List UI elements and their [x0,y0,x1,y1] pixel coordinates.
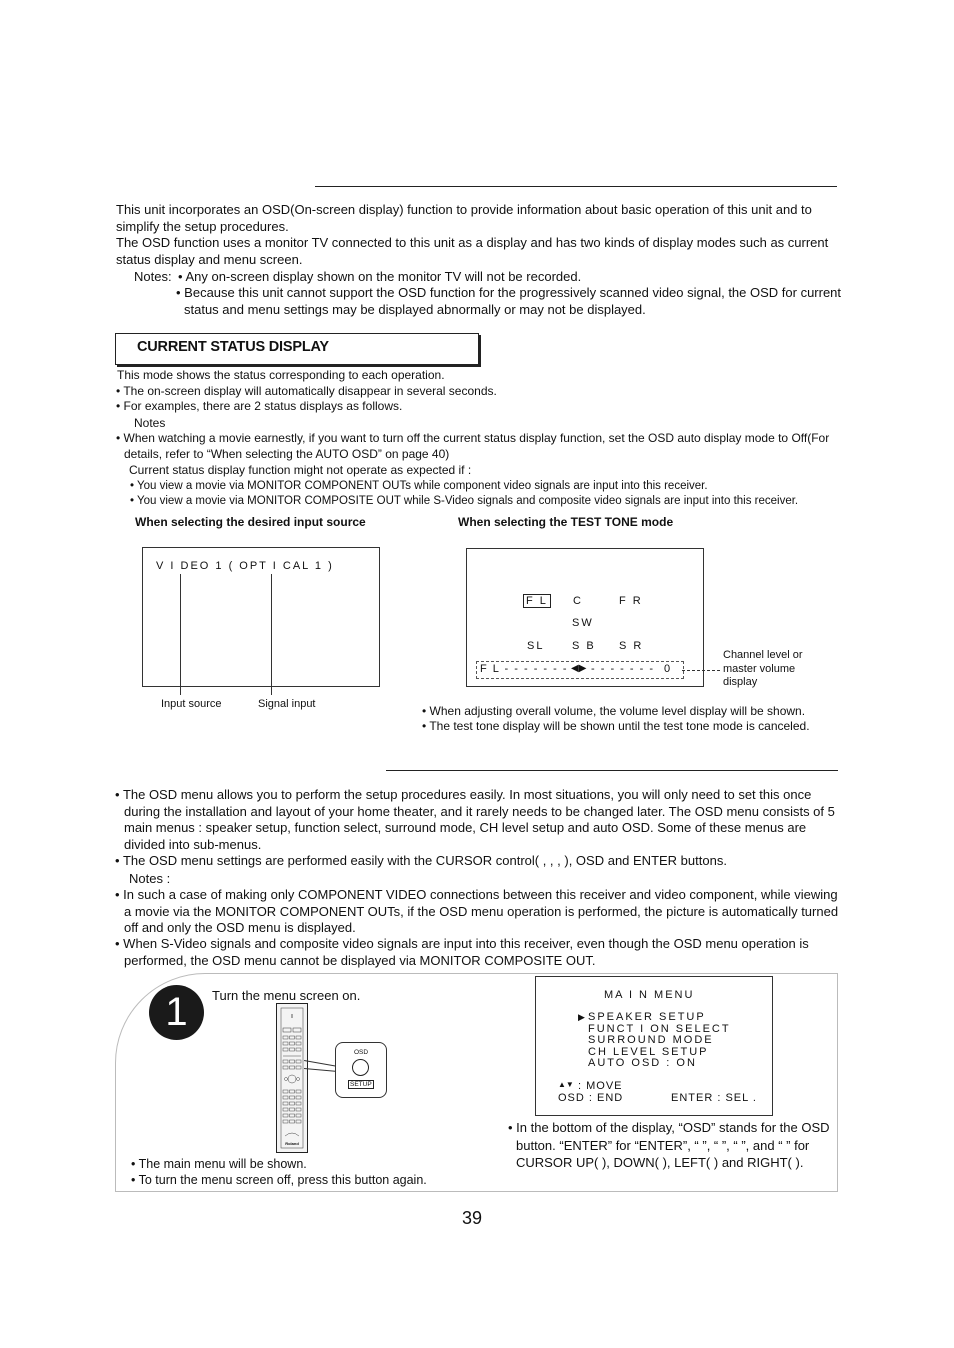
menu-move-hint: : MOVE [578,1080,623,1092]
intro-paragraph-2: The OSD function uses a monitor TV connected to this unit as a display and has two kinds of display modes such as current status display and menu screen. [116,235,829,267]
level-arrows-icon: ◀▶ [571,663,587,674]
signal-input-leader [271,574,272,695]
label-input-source: Input source [161,698,222,710]
osd-bullet-2: • The OSD menu settings are performed easily with the CURSOR control( , , , ), OSD and ENTER buttons. [115,853,727,868]
main-menu-screen [535,976,773,1116]
level-bar-right: - - - - - - - [591,663,655,675]
tone-sb: S B [572,640,596,652]
current-status-note-item-2: • You view a movie via MONITOR COMPOSITE OUT while S-Video signals and composite video signals are input into this receiver. [130,495,799,507]
step-number: 1 [165,990,188,1034]
osd-button[interactable] [352,1059,369,1076]
current-status-line-1: This mode shows the status corresponding to each operation. [117,368,445,382]
test-tone-screen [466,548,704,687]
tone-fr: F R [619,595,643,607]
current-status-note-sub: Current status display function might not operate as expected if : [129,463,472,477]
input-source-screen-text: V I DEO 1 ( OPT I CAL 1 ) [156,560,334,572]
intro-paragraph-1: This unit incorporates an OSD(On-screen display) function to provide information about basic operation of this unit and to simplify the setup procedures. [116,202,812,234]
current-status-line-3: • For examples, there are 2 status displays as follows. [116,399,403,413]
tone-fl: F L [523,594,551,608]
current-status-heading: CURRENT STATUS DISPLAY [137,339,329,355]
menu-end-hint: OSD : END [558,1092,624,1104]
current-status-note-main: • When watching a movie earnestly, if you want to turn off the current status display function, set the OSD auto display mode to Off(For details, refer to “When selecting the AUTO OSD” on page 40) [116,431,830,461]
current-status-note-item-1: • You view a movie via MONITOR COMPONENT OUTs while component video signals are input into this receiver. [130,480,708,492]
label-signal-input: Signal input [258,698,316,710]
tone-sr: S R [619,640,644,652]
intro-notes-label: Notes: [134,269,172,284]
remote-buttons-icon [277,1004,307,1152]
osd-button-callout [335,1042,387,1098]
menu-note: • In the bottom of the display, “OSD” stands for the OSD button. “ENTER” for “ENTER”, “ ”, “ ”, “ ”, and “ ” for CURSOR UP( ), DOWN( ), LEFT( ) and RIGHT( ). [508,1120,830,1170]
tone-note-2: • The test tone display will be shown until the test tone mode is canceled. [422,719,810,733]
remote-brand: Roland [285,1141,299,1146]
menu-enter-hint: ENTER : SEL . [671,1092,757,1104]
current-status-line-2: • The on-screen display will automatically disappear in several seconds. [116,384,497,398]
osd-menu-rule [386,770,838,771]
menu-cursor-icon: ▶ [578,1012,585,1022]
menu-item-auto-osd: AUTO OSD : ON [588,1057,697,1069]
current-status-heading-box [115,333,479,365]
caption-test-tone: When selecting the TEST TONE mode [458,515,674,529]
step-note-1: • The main menu will be shown. [131,1157,307,1171]
channel-level-label: Channel level or master volume display [723,649,803,688]
header-rule [315,186,837,187]
main-menu-title: MA I N MENU [604,989,695,1001]
input-source-screen [142,547,380,687]
step-note-2: • To turn the menu screen off, press this button again. [131,1173,427,1187]
up-down-arrows-icon: ▲▼ [558,1080,574,1089]
remote-control [276,1003,308,1153]
channel-level-leader [682,670,720,672]
current-status-notes-label: Notes [134,416,166,430]
tone-sw: SW [572,617,594,629]
tone-c: C [573,595,583,607]
level-bar-left: F L - - - - - - - [480,663,569,675]
menu-item-function-select: FUNCT I ON SELECT [588,1023,731,1035]
level-bar-value: 0 [664,663,673,675]
osd-button-label: OSD [353,1049,369,1056]
tone-sl: SL [527,640,545,652]
osd-bullet-4: • When S-Video signals and composite video signals are input into this receiver, even though the OSD menu operation is performed, the OSD menu cannot be displayed via MONITOR COMPOSITE OUT. [115,936,809,968]
menu-item-speaker-setup: SPEAKER SETUP [588,1011,706,1023]
step-title: Turn the menu screen on. [212,988,361,1003]
setup-label: SETUP [350,1081,372,1088]
osd-bullet-1: • The OSD menu allows you to perform the setup procedures easily. In most situations, you will only need to set this once during the installation and layout of your home theater, and it rarely needs to be changed later. The OSD menu consists of 5 main menus : speaker setup, function select, surround mode, CH level setup and auto OSD. Some of these menus are divided into sub-menus. [115,787,835,852]
intro-note-2: • Because this unit cannot support the OSD function for the progressively scanned video signal, the OSD for current status and menu settings may be displayed abnormally or may not be displayed. [176,285,842,317]
osd-bullet-3: • In such a case of making only COMPONENT VIDEO connections between this receiver and video component, while viewing a movie via the MONITOR COMPONENT OUTs, if the OSD menu operation is performed, the picture is automatically turned off and only the OSD menu is displayed. [115,887,839,935]
page-number: 39 [462,1208,483,1228]
menu-item-ch-level-setup: CH LEVEL SETUP [588,1046,709,1058]
tone-note-1: • When adjusting overall volume, the volume level display will be shown. [422,704,806,718]
osd-notes-label: Notes : [129,871,171,886]
intro-note-1: • Any on-screen display shown on the monitor TV will not be recorded. [178,269,582,284]
step-number-badge [149,985,204,1040]
input-source-leader [180,574,181,695]
menu-item-surround-mode: SURROUND MODE [588,1034,714,1046]
caption-input-source: When selecting the desired input source [135,515,366,529]
